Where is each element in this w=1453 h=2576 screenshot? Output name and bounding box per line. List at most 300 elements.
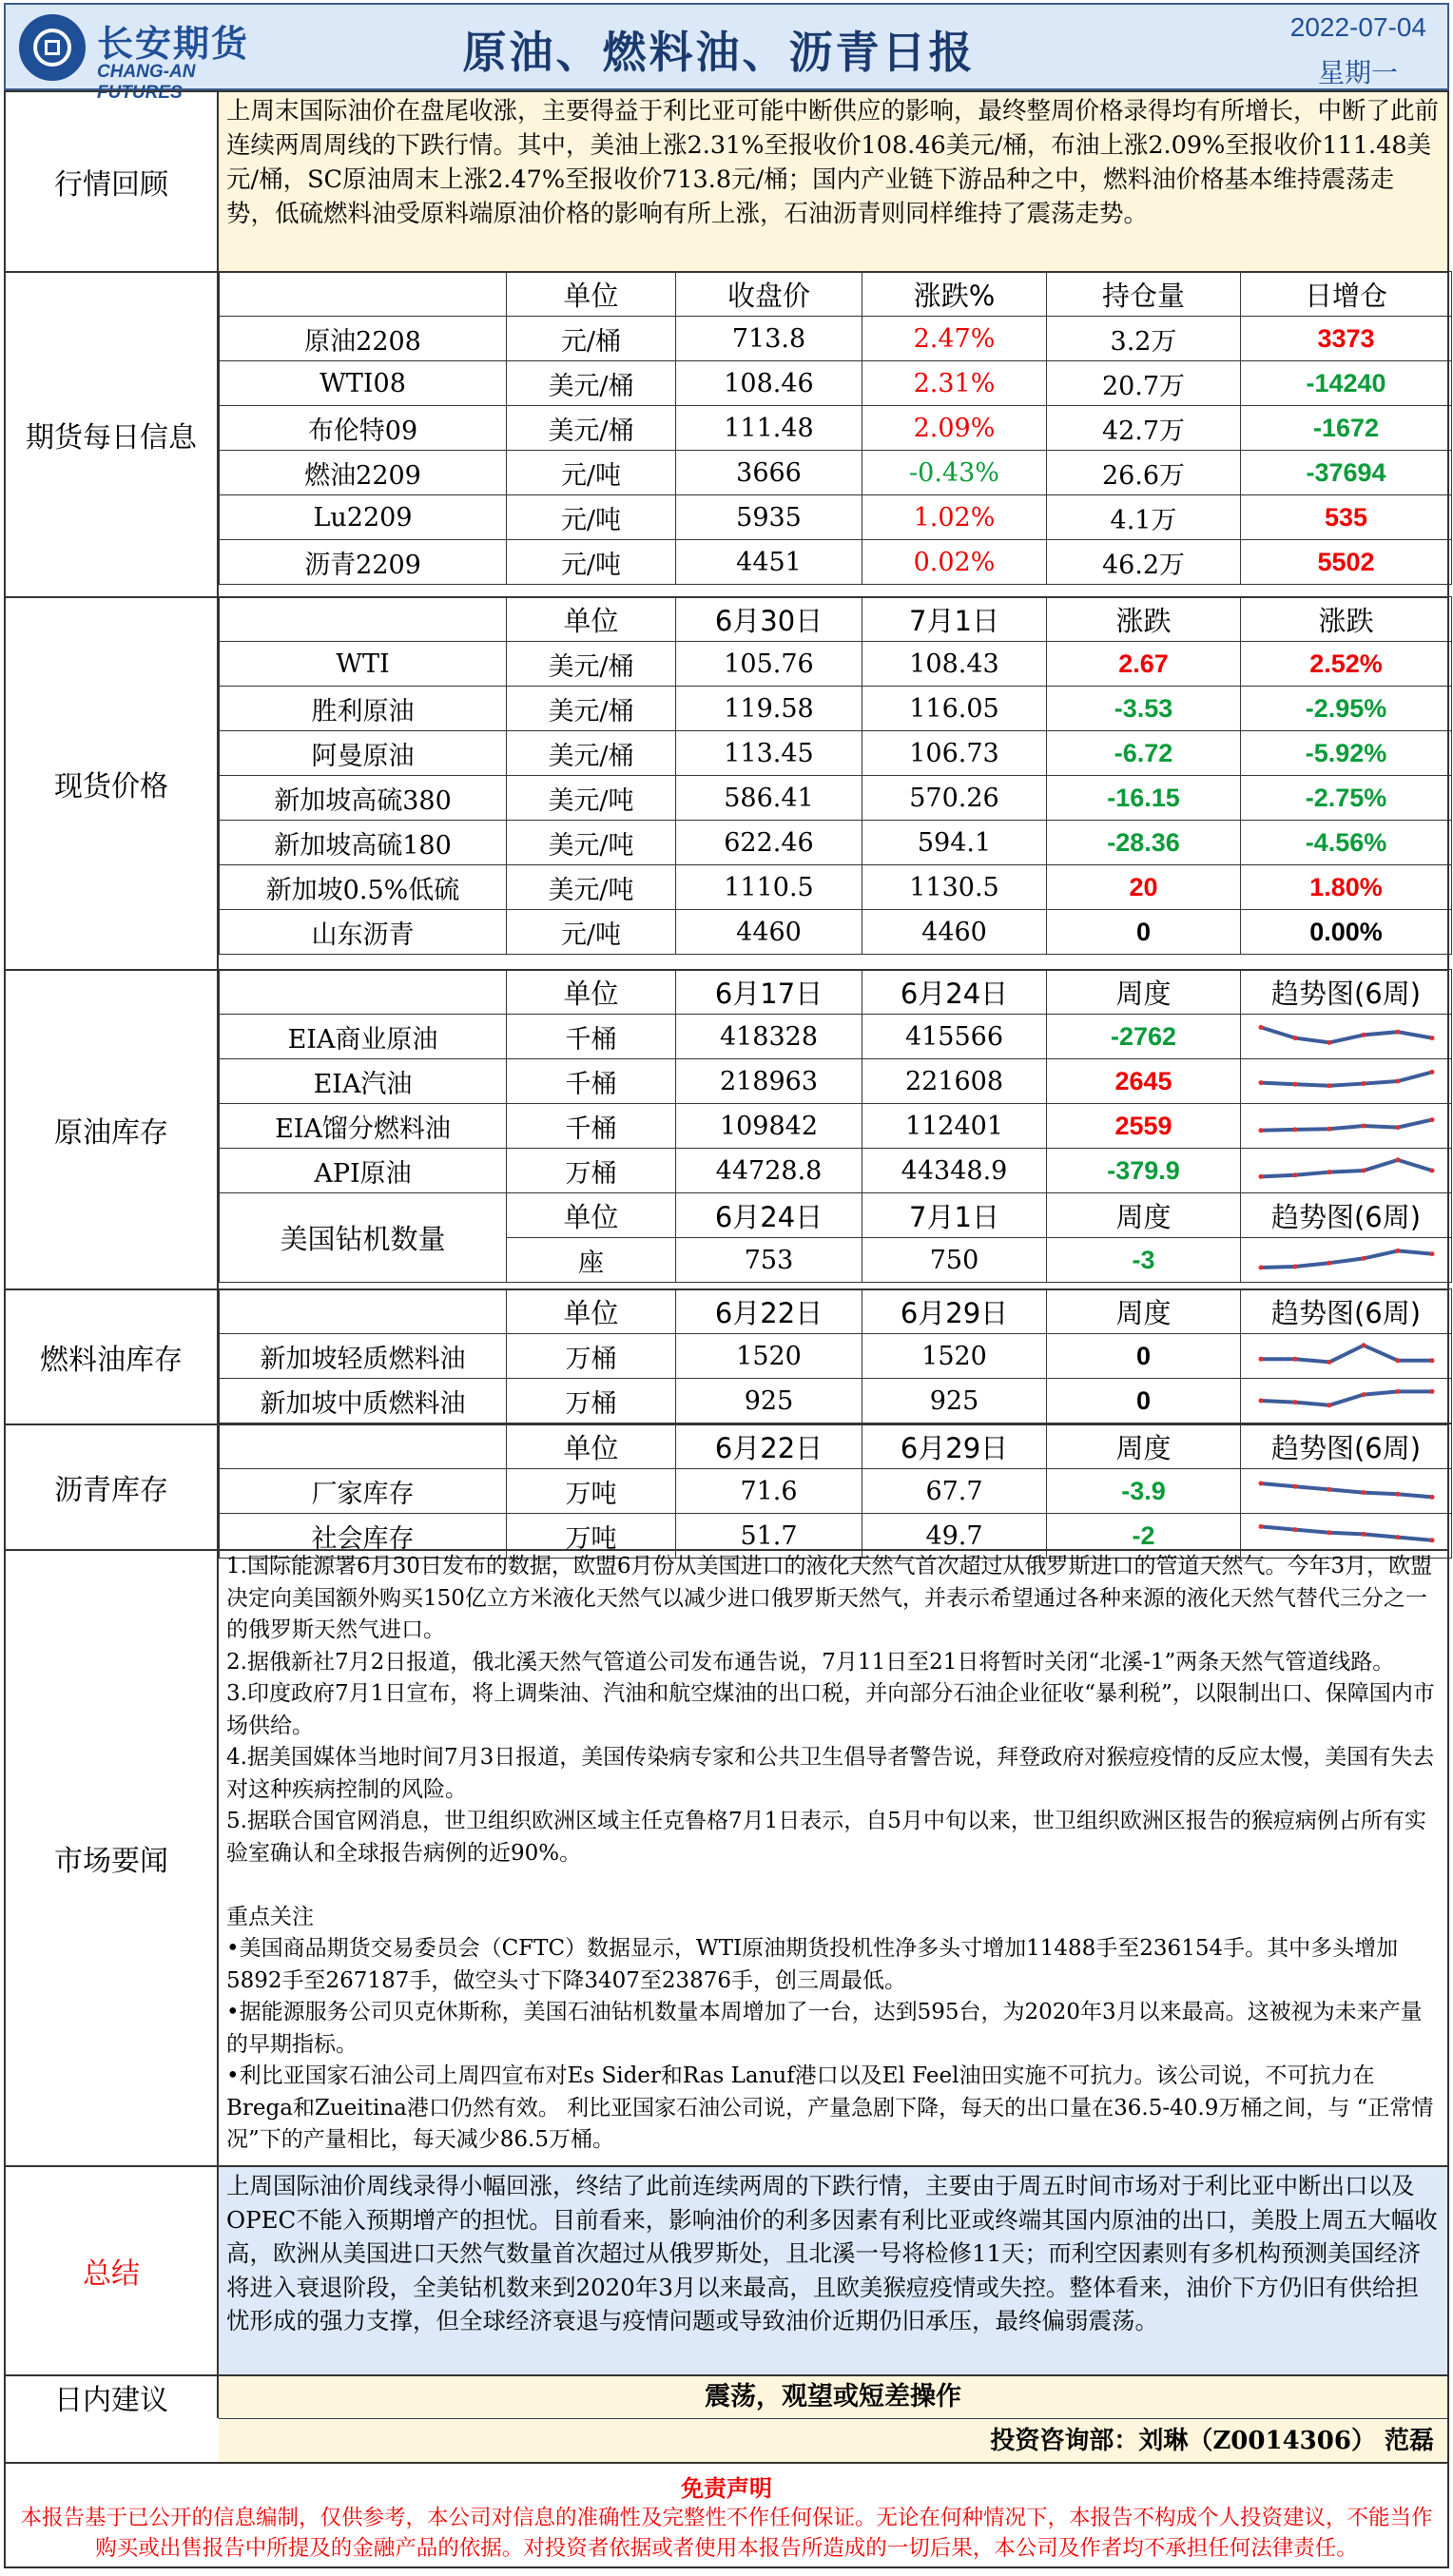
change-pct: 0.00%: [1241, 910, 1452, 955]
trend-point: [1395, 1358, 1400, 1363]
product-name: 沥青2209: [220, 540, 507, 585]
column-header: 趋势图(6周): [1241, 1424, 1452, 1469]
market-review-text: 上周末国际油价在盘尾收涨，主要得益于利比亚可能中断供应的影响，最终整周价格录得均有所增长，中断了此前连续两周周线的下跌行情。其中，美油上涨2.31%至报收价108.46美元/桶，布油上涨2.09%至报收价111.48美元/桶，SC原油周末上涨2.47%至报收价713.8元/桶；国内产业链下游品种之中，燃料油价格基本维持震荡走势，低硫燃料油受原料端原油价格的影响有所上涨，石油沥青则同样维持了震荡走势。: [219, 92, 1447, 271]
trend-cell: [1241, 1059, 1452, 1104]
trend-line: [1261, 1346, 1432, 1363]
summary-text: 上周国际油价周线录得小幅回涨，终结了此前连续两周的下跌行情，主要由于周五时间市场对于利比亚中断出口以及OPEC不能入预期增产的担忧。目前看来，影响油价的利多因素有利比亚或终端其国内原油的出口，美股上周五大幅收高，欧洲从美国进口天然气数量首次超过从俄罗斯处，且北溪一号将检修11天；而利空因素则有多机构预测美国经济将进入衰退阶段，全美钻机数来到2020年3月以来最高，且欧美猴痘疫情或失控。整体看来，油价下方仍旧有供给担忧形成的强力支撑，但全球经济衰退与疫情问题或导致油价近期仍旧承压，最终偏弱震荡。: [219, 2167, 1447, 2374]
fuel-inventory-table: [219, 1288, 1452, 1424]
value-curr: 750: [862, 1238, 1047, 1283]
value-curr: 67.7: [862, 1469, 1047, 1514]
trend-point: [1292, 1484, 1297, 1489]
trend-point: [1292, 1172, 1297, 1177]
trend-point: [1258, 1080, 1263, 1085]
value-prev: 418328: [676, 1015, 862, 1059]
daily-oi-change: -14240: [1241, 361, 1452, 406]
trend-point: [1361, 1033, 1366, 1037]
trend-point: [1395, 1079, 1400, 1084]
value-curr: 1520: [862, 1334, 1047, 1379]
change-pct: -0.43%: [862, 451, 1047, 495]
column-header: [220, 1424, 507, 1469]
news-paragraph: 5.据联合国官网消息，世卫组织欧洲区域主任克鲁格7月1日表示，自5月中旬以来，世卫组织欧洲区报告的猴痘病例占所有实验室确认和全球报告病例的近90%。: [226, 1809, 1426, 1866]
trend-sparkline: [1251, 1107, 1442, 1145]
product-name: Lu2209: [220, 495, 507, 540]
change-abs: -16.15: [1047, 776, 1241, 821]
trend-point: [1292, 1400, 1297, 1404]
unit: 千桶: [507, 1015, 676, 1059]
news-paragraph: 4.据美国媒体当地时间7月3日报道，美国传染病专家和公共卫生倡导者警告说，拜登政府对猴痘疫情的反应太慢，美国有失去对这种疾病控制的风险。: [226, 1745, 1435, 1802]
table-row: [220, 495, 1452, 540]
unit: 万吨: [507, 1514, 676, 1559]
trend-point: [1292, 1527, 1297, 1532]
daily-report: [4, 3, 1449, 2570]
price-prev: 4460: [676, 910, 862, 955]
product-name: WTI: [220, 642, 507, 687]
open-interest: 20.7万: [1047, 361, 1241, 406]
trend-point: [1395, 1030, 1400, 1035]
column-header: 持仓量: [1047, 272, 1241, 317]
weekly-change: 0: [1047, 1334, 1241, 1379]
trend-point: [1429, 1389, 1434, 1394]
daily-oi-change: 3373: [1241, 317, 1452, 361]
open-interest: 46.2万: [1047, 540, 1241, 585]
column-header: 6月30日: [676, 597, 862, 642]
trend-point: [1327, 1040, 1331, 1045]
unit: 元/吨: [507, 451, 676, 495]
column-header: 6月17日: [676, 970, 862, 1015]
value-curr: 221608: [862, 1059, 1047, 1104]
open-interest: 3.2万: [1047, 317, 1241, 361]
open-interest: 26.6万: [1047, 451, 1241, 495]
trend-point: [1429, 1169, 1434, 1173]
price-prev: 586.41: [676, 776, 862, 821]
price-curr: 108.43: [862, 642, 1047, 687]
column-header: 日增仓: [1241, 272, 1452, 317]
table-row: [220, 910, 1452, 955]
weekly-change: -379.9: [1047, 1149, 1241, 1193]
disclaimer-section: [4, 2462, 1449, 2568]
table-row: [220, 406, 1452, 451]
column-header: 周度: [1047, 1289, 1241, 1334]
column-header: 6月22日: [676, 1289, 862, 1334]
trend-point: [1292, 1265, 1297, 1269]
daily-oi-change: 5502: [1241, 540, 1452, 585]
trend-sparkline: [1251, 1382, 1442, 1420]
unit: 元/吨: [507, 495, 676, 540]
value-prev: 71.6: [676, 1469, 862, 1514]
column-header: 6月24日: [862, 970, 1047, 1015]
trend-point: [1395, 1492, 1400, 1497]
column-header: 7月1日: [862, 1193, 1047, 1238]
trend-point: [1429, 1117, 1434, 1122]
change-abs: -28.36: [1047, 821, 1241, 865]
change-abs: -6.72: [1047, 731, 1241, 776]
unit: 美元/吨: [507, 776, 676, 821]
weekly-change: 2559: [1047, 1104, 1241, 1149]
change-pct: 1.02%: [862, 495, 1047, 540]
trend-point: [1292, 1082, 1297, 1087]
column-header: 涨跌: [1241, 597, 1452, 642]
unit: 美元/桶: [507, 731, 676, 776]
column-header: 趋势图(6周): [1241, 1289, 1452, 1334]
disclaimer-title: 免责声明: [681, 2474, 772, 2502]
value-prev: 925: [676, 1379, 862, 1424]
value-prev: 1520: [676, 1334, 862, 1379]
product-name: 燃油2209: [220, 451, 507, 495]
weekly-change: -2762: [1047, 1015, 1241, 1059]
trend-point: [1258, 1025, 1263, 1030]
value-curr: 49.7: [862, 1514, 1047, 1559]
column-header: 涨跌%: [862, 272, 1047, 317]
table-header-row: [220, 1289, 1452, 1334]
price-curr: 116.05: [862, 687, 1047, 731]
price-prev: 119.58: [676, 687, 862, 731]
futures-table: [219, 271, 1452, 585]
close-price: 111.48: [676, 406, 862, 451]
weekly-change: -2: [1047, 1514, 1241, 1559]
trend-sparkline: [1251, 1472, 1442, 1510]
unit: 万桶: [507, 1334, 676, 1379]
item-name: EIA商业原油: [220, 1015, 507, 1059]
trend-cell: [1241, 1334, 1452, 1379]
section-label: 原油库存: [6, 971, 219, 1288]
table-row: [220, 361, 1452, 406]
unit: 千桶: [507, 1104, 676, 1149]
close-price: 3666: [676, 451, 862, 495]
close-price: 5935: [676, 495, 862, 540]
column-header: 单位: [507, 1289, 676, 1334]
news-paragraph: •利比亚国家石油公司上周四宣布对Es Sider和Ras Lanuf港口以及El Feel油田实施不可抗力。该公司说，不可抗力在Brega和Zueitina港口仍然有效。 利比亚国家石油公司说，产量急剧下降，每天的出口量在36.5-40.9万桶之间，与 “正常情况”下的产量相比，每天减少86.5万桶。: [226, 2063, 1434, 2152]
unit: 元/吨: [507, 910, 676, 955]
column-header: 单位: [507, 597, 676, 642]
unit: 美元/桶: [507, 687, 676, 731]
product-name: 原油2208: [220, 317, 507, 361]
fuel-inventory-section: [4, 1288, 1449, 1425]
table-row: [220, 451, 1452, 495]
product-name: 山东沥青: [220, 910, 507, 955]
section-label: 沥青库存: [6, 1425, 219, 1549]
product-name: WTI08: [220, 361, 507, 406]
item-name: 新加坡轻质燃料油: [220, 1334, 507, 1379]
change-pct: 1.80%: [1241, 865, 1452, 910]
trend-point: [1292, 1036, 1297, 1040]
rig-count-name: 美国钻机数量: [220, 1193, 507, 1283]
change-abs: 2.67: [1047, 642, 1241, 687]
news-paragraph: 重点关注: [226, 1904, 314, 1929]
change-abs: 0: [1047, 910, 1241, 955]
asphalt-inventory-table: [219, 1424, 1452, 1559]
intraday-advice-section: [4, 2374, 1449, 2464]
column-header: [220, 272, 507, 317]
unit: 美元/桶: [507, 642, 676, 687]
column-header: 6月29日: [862, 1289, 1047, 1334]
trend-cell: [1241, 1104, 1452, 1149]
close-price: 4451: [676, 540, 862, 585]
item-name: EIA馏分燃料油: [220, 1104, 507, 1149]
trend-point: [1361, 1169, 1366, 1173]
report-date: 2022-07-04: [1289, 12, 1426, 42]
item-name: API原油: [220, 1149, 507, 1193]
change-pct: -2.75%: [1241, 776, 1452, 821]
change-abs: -3.53: [1047, 687, 1241, 731]
unit: 元/桶: [507, 317, 676, 361]
price-curr: 570.26: [862, 776, 1047, 821]
value-prev: 109842: [676, 1104, 862, 1149]
change-pct: -5.92%: [1241, 731, 1452, 776]
table-row: [220, 1015, 1452, 1059]
value-prev: 51.7: [676, 1514, 862, 1559]
unit: 千桶: [507, 1059, 676, 1104]
price-prev: 113.45: [676, 731, 862, 776]
value-prev: 753: [676, 1238, 862, 1283]
change-pct: 2.09%: [862, 406, 1047, 451]
change-pct: -2.95%: [1241, 687, 1452, 731]
spot-section: [4, 596, 1449, 971]
logo-text-en: CHANG-AN FUTURES: [97, 62, 196, 103]
item-name: 厂家库存: [220, 1469, 507, 1514]
column-header: 7月1日: [862, 597, 1047, 642]
report-weekday: 星期一: [1317, 57, 1398, 88]
column-header: 6月24日: [676, 1193, 862, 1238]
section-label: 现货价格: [6, 598, 219, 969]
section-label: 期货每日信息: [6, 273, 219, 596]
table-row: [220, 687, 1452, 731]
table-row: [220, 1149, 1452, 1193]
column-header: 6月22日: [676, 1424, 862, 1469]
trend-cell: [1241, 1469, 1452, 1514]
column-header: [220, 1289, 507, 1334]
section-label: 燃料油库存: [6, 1290, 219, 1424]
change-pct: 2.52%: [1241, 642, 1452, 687]
asphalt-inventory-section: [4, 1424, 1449, 1554]
table-row: [220, 731, 1452, 776]
trend-point: [1258, 1266, 1263, 1270]
column-header: 周度: [1047, 1193, 1241, 1238]
value-prev: 44728.8: [676, 1149, 862, 1193]
trend-point: [1258, 1174, 1263, 1179]
trend-point: [1429, 1538, 1434, 1542]
table-row: [220, 1469, 1452, 1514]
crude-inventory-section: [4, 969, 1449, 1290]
table-header-row: [220, 970, 1452, 1015]
column-header: 涨跌: [1047, 597, 1241, 642]
advice-text: 震荡，观望或短差操作: [219, 2376, 1447, 2419]
section-label: 总结: [6, 2167, 219, 2374]
close-price: 713.8: [676, 317, 862, 361]
unit: 美元/桶: [507, 406, 676, 451]
unit: 美元/桶: [507, 361, 676, 406]
news-paragraph: •据能源服务公司贝克休斯称，美国石油钻机数量本周增加了一台，达到595台，为2020年3月以来最高。这被视为未来产量的早期指标。: [226, 2000, 1423, 2057]
trend-sparkline: [1251, 1062, 1442, 1100]
weekly-change: -3: [1047, 1238, 1241, 1283]
table-row: [220, 642, 1452, 687]
column-header: 单位: [507, 272, 676, 317]
weekly-change: -3.9: [1047, 1469, 1241, 1514]
trend-point: [1395, 1157, 1400, 1162]
trend-line: [1261, 1526, 1432, 1540]
market-news-text: [219, 1551, 1447, 2165]
column-header: 单位: [507, 1424, 676, 1469]
trend-point: [1395, 1535, 1400, 1540]
column-header: 趋势图(6周): [1241, 970, 1452, 1015]
value-curr: 112401: [862, 1104, 1047, 1149]
product-name: 胜利原油: [220, 687, 507, 731]
trend-sparkline: [1251, 1241, 1442, 1279]
market-news-section: [4, 1549, 1449, 2167]
value-prev: 218963: [676, 1059, 862, 1104]
table-header-row: [220, 272, 1452, 317]
table-header-row: [220, 1424, 1452, 1469]
product-name: 阿曼原油: [220, 731, 507, 776]
crude-inventory-table: [219, 969, 1452, 1283]
unit: 万桶: [507, 1379, 676, 1424]
trend-point: [1327, 1360, 1331, 1365]
trend-line: [1261, 1391, 1432, 1404]
trend-cell: [1241, 1379, 1452, 1424]
trend-point: [1327, 1261, 1331, 1266]
change-pct: 2.31%: [862, 361, 1047, 406]
section-label: 日内建议: [6, 2376, 219, 2418]
daily-oi-change: 535: [1241, 495, 1452, 540]
trend-point: [1361, 1392, 1366, 1397]
rig-header-row: [220, 1193, 1452, 1238]
report-title: 原油、燃料油、沥青日报: [462, 27, 976, 78]
open-interest: 42.7万: [1047, 406, 1241, 451]
unit: 元/吨: [507, 540, 676, 585]
value-curr: 44348.9: [862, 1149, 1047, 1193]
analyst-signature: 投资咨询部：刘琳（Z0014306） 范磊: [219, 2420, 1447, 2462]
weekly-change: 0: [1047, 1379, 1241, 1424]
trend-point: [1361, 1490, 1366, 1495]
table-row: [220, 1104, 1452, 1149]
trend-point: [1429, 1495, 1434, 1500]
trend-point: [1395, 1249, 1400, 1253]
product-name: 布伦特09: [220, 406, 507, 451]
trend-point: [1361, 1124, 1366, 1129]
item-name: 社会库存: [220, 1514, 507, 1559]
trend-point: [1258, 1524, 1263, 1529]
trend-point: [1361, 1256, 1366, 1261]
daily-oi-change: -37694: [1241, 451, 1452, 495]
change-pct: -4.56%: [1241, 821, 1452, 865]
futures-section: [4, 271, 1449, 598]
table-row: [220, 1059, 1452, 1104]
trend-point: [1361, 1081, 1366, 1086]
price-prev: 105.76: [676, 642, 862, 687]
market-review-section: [4, 90, 1449, 273]
trend-point: [1429, 1070, 1434, 1075]
summary-section: [4, 2165, 1449, 2376]
trend-point: [1258, 1399, 1263, 1404]
trend-point: [1292, 1127, 1297, 1132]
trend-point: [1327, 1487, 1331, 1492]
open-interest: 4.1万: [1047, 495, 1241, 540]
trend-sparkline: [1251, 1337, 1442, 1375]
product-name: 新加坡0.5%低硫: [220, 865, 507, 910]
trend-sparkline: [1251, 1152, 1442, 1190]
trend-line: [1261, 1120, 1432, 1131]
trend-point: [1361, 1532, 1366, 1537]
trend-point: [1327, 1127, 1331, 1132]
product-name: 新加坡高硫180: [220, 821, 507, 865]
trend-point: [1361, 1343, 1366, 1347]
trend-line: [1261, 1483, 1432, 1497]
trend-point: [1395, 1389, 1400, 1394]
column-header: 周度: [1047, 1424, 1241, 1469]
price-curr: 1130.5: [862, 865, 1047, 910]
column-header: 6月29日: [862, 1424, 1047, 1469]
close-price: 108.46: [676, 361, 862, 406]
trend-point: [1327, 1170, 1331, 1174]
news-paragraph: [226, 1869, 1440, 1902]
trend-point: [1258, 1482, 1263, 1486]
trend-point: [1429, 1358, 1434, 1363]
column-header: 趋势图(6周): [1241, 1193, 1452, 1238]
trend-point: [1395, 1125, 1400, 1130]
trend-point: [1429, 1251, 1434, 1256]
column-header: [220, 970, 507, 1015]
trend-line: [1261, 1160, 1432, 1177]
news-paragraph: •美国商品期货交易委员会（CFTC）数据显示，WTI原油期货投机性净多头寸增加11488手至236154手。其中多头增加5892手至267187手，做空头寸下降3407至23876手，创三周最低。: [226, 1936, 1399, 1993]
table-row: [220, 776, 1452, 821]
section-label: 市场要闻: [6, 1551, 219, 2165]
trend-point: [1327, 1083, 1331, 1088]
trend-line: [1261, 1027, 1432, 1042]
logo-text-cn: 长安期货: [97, 23, 250, 65]
trend-cell: [1241, 1149, 1452, 1193]
price-curr: 4460: [862, 910, 1047, 955]
table-row: [220, 1379, 1452, 1424]
change-pct: 2.47%: [862, 317, 1047, 361]
weekly-change: 2645: [1047, 1059, 1241, 1104]
company-logo: [13, 10, 270, 103]
table-row: [220, 821, 1452, 865]
column-header: 单位: [507, 1193, 676, 1238]
trend-point: [1429, 1036, 1434, 1040]
table-header-row: [220, 597, 1452, 642]
price-curr: 106.73: [862, 731, 1047, 776]
column-header: 单位: [507, 970, 676, 1015]
unit: 美元/吨: [507, 821, 676, 865]
trend-point: [1258, 1357, 1263, 1362]
table-row: [220, 317, 1452, 361]
item-name: EIA汽油: [220, 1059, 507, 1104]
price-prev: 622.46: [676, 821, 862, 865]
unit: 万吨: [507, 1469, 676, 1514]
value-curr: 415566: [862, 1015, 1047, 1059]
unit: 万桶: [507, 1149, 676, 1193]
price-prev: 1110.5: [676, 865, 862, 910]
price-curr: 594.1: [862, 821, 1047, 865]
trend-sparkline: [1251, 1017, 1442, 1056]
trend-cell: [1241, 1015, 1452, 1059]
daily-oi-change: -1672: [1241, 406, 1452, 451]
trend-point: [1327, 1403, 1331, 1407]
trend-point: [1258, 1128, 1263, 1133]
news-paragraph: 1.国际能源署6月30日发布的数据，欧盟6月份从美国进口的液化天然气首次超过从俄罗斯进口的管道天然气。今年3月，欧盟决定向美国额外购买150亿立方米液化天然气以减少进口俄罗斯天然气，并表示希望通过各种来源的液化天然气替代三分之一的俄罗斯天然气进口。: [226, 1554, 1433, 1642]
news-paragraph: 2.据俄新社7月2日报道，俄北溪天然气管道公司发布通告说，7月11日至21日将暂时关闭“北溪-1”两条天然气管道线路。: [226, 1649, 1395, 1675]
news-paragraph: 3.印度政府7月1日宣布，将上调柴油、汽油和航空煤油的出口税，并向部分石油企业征收“暴利税”，以限制出口、保障国内市场供给。: [226, 1681, 1435, 1738]
report-header: [4, 3, 1449, 103]
trend-cell: [1241, 1238, 1452, 1283]
table-row: [220, 865, 1452, 910]
column-header: 收盘价: [676, 272, 862, 317]
spot-table: [219, 596, 1452, 955]
table-row: [220, 1334, 1452, 1379]
table-row: [220, 540, 1452, 585]
item-name: 新加坡中质燃料油: [220, 1379, 507, 1424]
trend-point: [1327, 1530, 1331, 1535]
unit: 美元/吨: [507, 865, 676, 910]
